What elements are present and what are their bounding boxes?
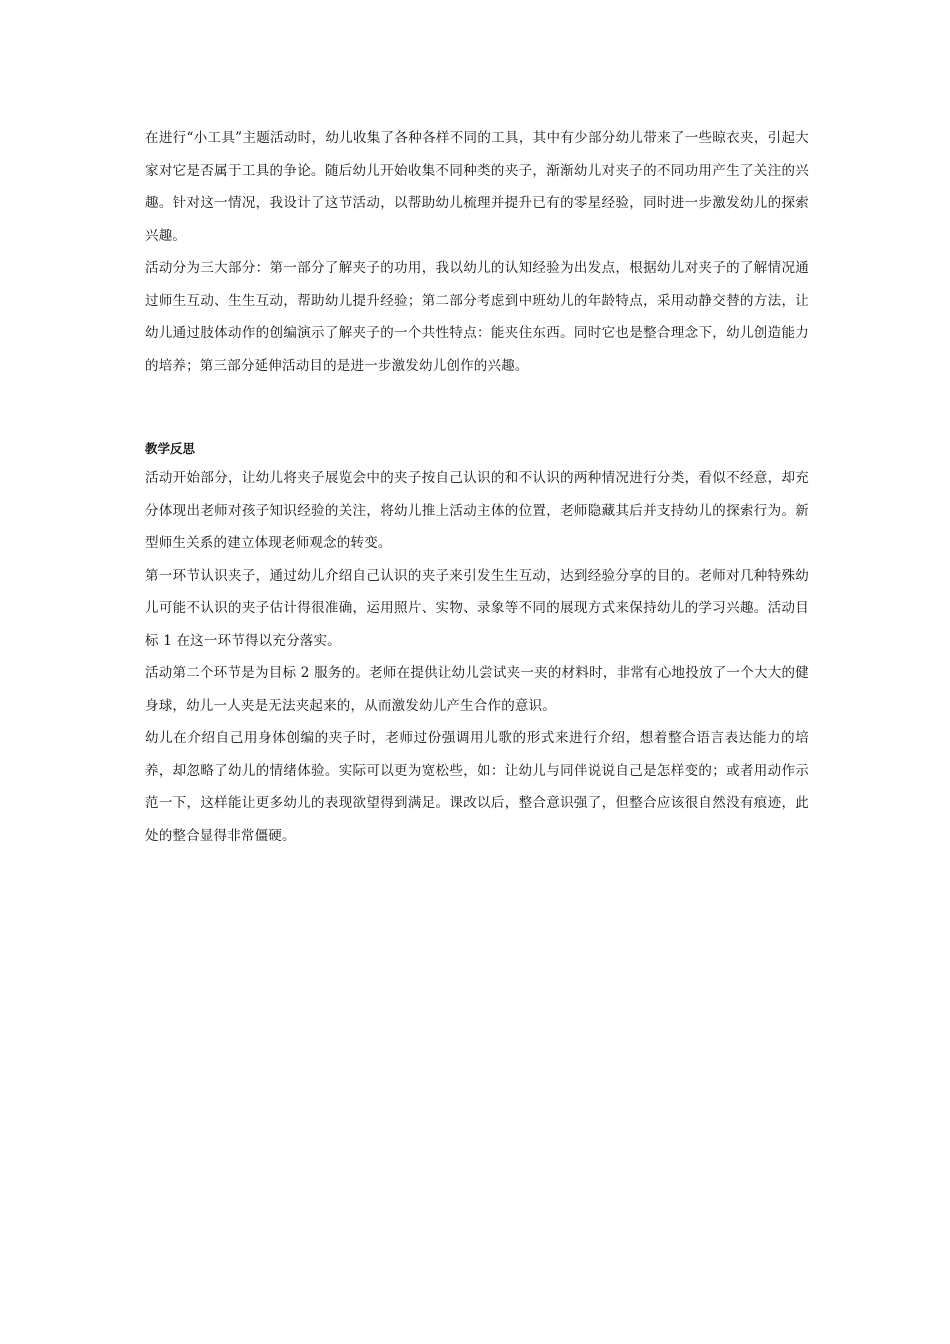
reflection-paragraph-1: 活动开始部分，让幼儿将夹子展览会中的夹子按自己认识的和不认识的两种情况进行分类，看似不经意，却充分体现出老师对孩子知识经验的关注，将幼儿推上活动主体的位置，老师隐藏其后并支持幼儿的探索行为。新型师生关系的建立体现老师观念的转变。 — [145, 470, 809, 551]
reflection-heading: 教学反思 — [145, 441, 196, 456]
reflection-paragraph-2: 第一环节认识夹子，通过幼儿介绍自己认识的夹子来引发生生互动，达到经验分享的目的。老师对几种特殊幼儿可能不认识的夹子估计得很准确，运用照片、实物、录象等不同的展现方式来保持幼儿的学习兴趣。活动目标 1 在这一环节得以充分落实。 — [145, 567, 809, 649]
intro-paragraph-2: 活动分为三大部分：第一部分了解夹子的功用，我以幼儿的认知经验为出发点，根据幼儿对夹子的了解情况通过师生互动、生生互动，帮助幼儿提升经验；第二部分考虑到中班幼儿的年龄特点，采用动静交替的方法，让幼儿通过肢体动作的创编演示了解夹子的一个共性特点：能夹住东西。同时它也是整合理念下，幼儿创造能力的培养；第三部分延伸活动目的是进一步激发幼儿创作的兴趣。 — [145, 260, 809, 374]
intro-paragraph-1: 在进行“小工具”主题活动时，幼儿收集了各种各样不同的工具，其中有少部分幼儿带来了一些晾衣夹，引起大家对它是否属于工具的争论。随后幼儿开始收集不同种类的夹子，渐渐幼儿对夹子的不同功用产生了关注的兴趣。针对这一情况，我设计了这节活动，以帮助幼儿梳理并提升已有的零星经验，同时进一步激发幼儿的探索兴趣。 — [145, 130, 809, 244]
section-spacer — [145, 382, 809, 436]
document-body — [145, 122, 809, 852]
reflection-paragraph-4: 幼儿在介绍自己用身体创编的夹子时，老师过份强调用儿歌的形式来进行介绍，想着整合语言表达能力的培养，却忽略了幼儿的情绪体验。实际可以更为宽松些，如：让幼儿与同伴说说自己是怎样变的；或者用动作示范一下，这样能让更多幼儿的表现欲望得到满足。课改以后，整合意识强了，但整合应该很自然没有痕迹，此处的整合显得非常僵硬。 — [145, 730, 809, 844]
reflection-paragraph-3: 活动第二个环节是为目标 2 服务的。老师在提供让幼儿尝试夹一夹的材料时，非常有心地投放了一个大大的健身球，幼儿一人夹是无法夹起来的，从而激发幼儿产生合作的意识。 — [145, 665, 809, 714]
